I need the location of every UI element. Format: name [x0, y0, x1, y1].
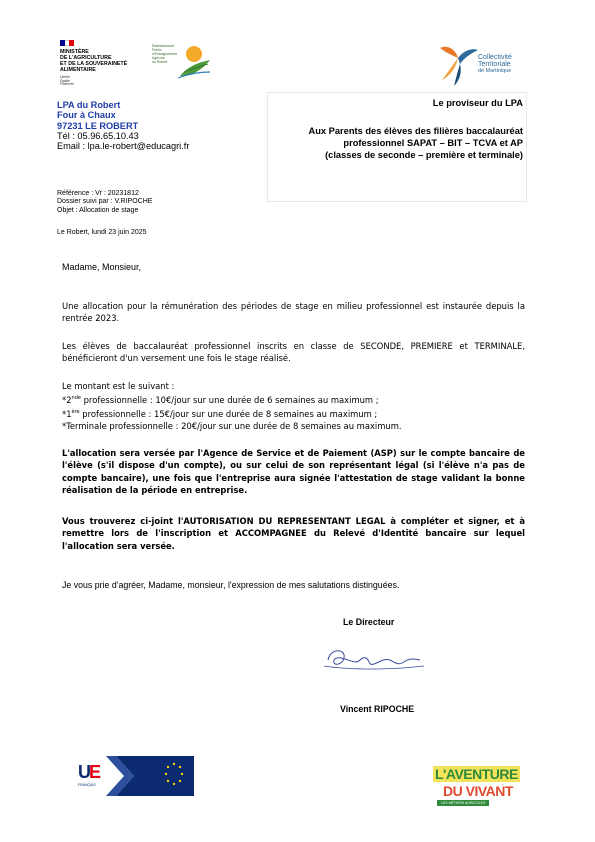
marianne-flag-icon — [60, 40, 74, 46]
recipient-line1: Aux Parents des élèves des filières baccalauréat — [308, 126, 523, 136]
eu-funding-logo — [76, 756, 194, 796]
recipient-block — [267, 92, 527, 202]
paragraph-payment: L'allocation sera versée par l'Agence de Service et de Paiement (ASP) sur le compte bancaire de l'élève (s'il dispose d'un compte), ou sur celui de son représentant légal (si l'élève n'a pas de compte bancaire), une fois que l'entreprise aura signée l'attestation de stage validant la bonne réalisation de la période en entreprise. — [62, 448, 525, 495]
sender-block — [57, 100, 189, 151]
aventure-logo-line2: DU VIVANT — [443, 783, 513, 799]
ctm-bird-icon — [434, 40, 480, 88]
dossier-followed-by: Dossier suivi par : V.RIPOCHE — [57, 198, 153, 206]
epl-logo-text: Établissement Public d'Enseignement Agricole du Robert — [152, 44, 177, 64]
reference-block — [57, 190, 152, 215]
sender-phone: Tél : 05.96.65.10.43 — [57, 130, 139, 141]
letter-date: Le Robert, lundi 23 juin 2025 — [57, 229, 147, 236]
signatory-name: Vincent RIPOCHE — [340, 704, 415, 714]
paragraph-intro: Une allocation pour la rémunération des périodes de stage en milieu professionnel est instaurée depuis la rentrée 2023. — [62, 301, 525, 324]
paragraph-attachment: Vous trouverez ci-joint l'AUTORISATION DU REPRESENTANT LEGAL à compléter et signer, et à remettre lors de l'inscription et ACCOMPAGNEE du Relevé d'Identité bancaire sur lequel l'allocation sera versée. — [62, 516, 525, 551]
svg-text:U: U — [78, 762, 91, 782]
eu-flag-icon — [76, 756, 194, 796]
paragraph-eligibility: Les élèves de baccalauréat professionnel inscrits en classe de SECONDE, PREMIERE et TERMINALE, bénéficieront d'un versement une fois le stage réalisé. — [62, 341, 525, 364]
recipient-line2: professionnel SAPAT – BIT – TCVA et AP — [343, 138, 523, 148]
aventure-logo-tagline: LES MÉTIERS AGRICOLES — [437, 800, 489, 806]
ministry-motto: Liberté Égalité Fraternité — [60, 75, 74, 87]
sender-address-line1: Four à Chaux — [57, 110, 116, 121]
sender-name: LPA du Robert — [57, 100, 121, 110]
closing-formula: Je vous prie d'agréer, Madame, monsieur, l'expression de mes salutations distinguées. — [62, 580, 400, 590]
ctm-logo — [434, 40, 554, 88]
handwritten-signature — [320, 640, 430, 676]
amount-item-premiere: *1ère professionnelle : 15€/jour sur une durée de 8 semaines au maximum ; — [62, 409, 378, 420]
signatory-title: Le Directeur — [343, 617, 395, 627]
aventure-logo-line1: L'AVENTURE — [435, 766, 518, 782]
ctm-logo-text: Collectivité Territoriale de Martinique — [478, 54, 512, 74]
salutation: Madame, Monsieur, — [62, 262, 142, 272]
amount-list — [62, 380, 525, 433]
letter-subject: Objet : Allocation de stage — [57, 206, 139, 214]
amount-item-seconde: *2nde professionnelle : 10€/jour sur une durée de 6 semaines au maximum ; — [62, 395, 379, 406]
aventure-du-vivant-logo — [431, 758, 526, 810]
svg-text:E: E — [89, 762, 102, 782]
eu-logo-caption: FRANÇAIS — [78, 783, 96, 787]
amount-item-terminale: *Terminale professionnelle : 20€/jour sur une durée de 8 semaines au maximum. — [62, 421, 402, 432]
reference-number: Référence : Vr : 20231812 — [57, 190, 139, 197]
amount-intro: Le montant est le suivant : — [62, 381, 175, 391]
sender-email: Email : lpa.le-robert@educagri.fr — [57, 141, 190, 152]
sender-address-line2: 97231 LE ROBERT — [57, 120, 139, 131]
recipient-from: Le proviseur du LPA — [432, 98, 523, 108]
ministry-logo — [54, 36, 204, 92]
recipient-line3: (classes de seconde – première et terminale) — [325, 150, 523, 160]
ministry-name: MINISTÈRE DE L'AGRICULTURE ET DE LA SOUVERAINETÉ ALIMENTAIRE — [60, 49, 128, 73]
